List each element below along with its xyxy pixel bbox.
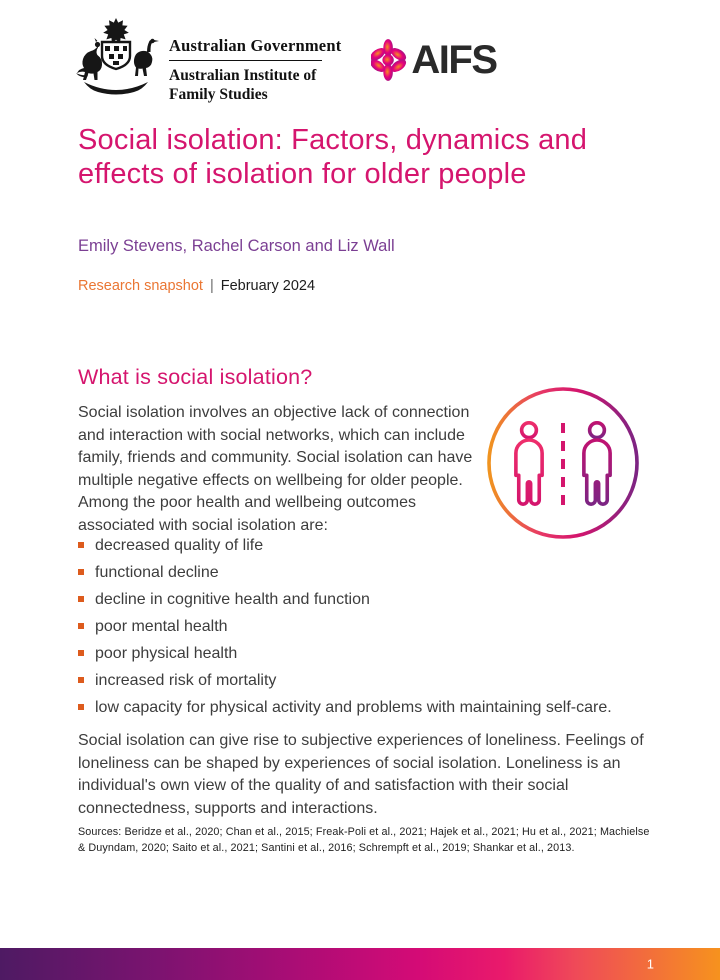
doc-type-label: Research snapshot [78,278,203,294]
bullet-square-icon [78,704,84,710]
bullet-square-icon [78,596,84,602]
closing-paragraph: Social isolation can give rise to subjective experiences of loneliness. Feelings of loneliness can be shaped by experiences of social isolation. Loneliness is an individual's own view of the quality of and satisfaction with their social connectedness, supports and interactions. [78,732,644,817]
bullet-square-icon [78,677,84,683]
list-item: increased risk of mortality [78,671,653,690]
bullet-square-icon [78,542,84,548]
section-heading: What is social isolation? [78,365,313,389]
australian-coat-of-arms-icon [70,16,162,100]
gov-title: Australian Government [169,36,342,55]
list-item: decreased quality of life [78,536,653,555]
bullet-square-icon [78,650,84,656]
gov-divider [169,60,322,61]
intro-paragraph: Social isolation involves an objective lack of connection and interaction with social networks, which can include family, friends and community. Social isolation can have multiple negative effects on wellbeing for older people. Among the poor health and wellbeing outcomes associated with social isolation are: [78,404,473,534]
footer-gradient-bar [0,948,720,980]
list-item: functional decline [78,563,653,582]
gov-org-line1: Australian Institute of [169,67,317,84]
social-isolation-two-people-icon [485,383,641,543]
list-item: decline in cognitive health and function [78,590,653,609]
sources-note: Sources: Beridze et al., 2020; Chan et al., 2015; Freak-Poli et al., 2021; Hajek et al., 2021; Hu et al., 2021; Machielse & Duyndam, 2020; Saito et al., 2021; Santini et al., 2016; Schrempft et al., 2019; Shankar et al., 2013. [78,826,650,854]
outcomes-list [78,536,653,725]
government-logo-text [169,16,341,104]
authors: Emily Stevens, Rachel Carson and Liz Wall [78,237,395,255]
gov-org-line2: Family Studies [169,86,268,103]
page-number: 1 [646,956,654,972]
doc-meta-line [78,278,315,294]
list-item: poor mental health [78,617,653,636]
list-item: poor physical health [78,644,653,663]
list-item: low capacity for physical activity and problems with maintaining self-care. [78,698,653,717]
bullet-square-icon [78,569,84,575]
header [70,16,497,104]
publication-date: February 2024 [220,278,316,294]
aifs-wordmark: AIFS [411,38,497,82]
aifs-logo [371,16,496,82]
aifs-flower-icon [371,38,409,82]
page-title: Social isolation: Factors, dynamics and effects of isolation for older people [78,124,588,190]
meta-separator: | [209,278,214,294]
bullet-square-icon [78,623,84,629]
